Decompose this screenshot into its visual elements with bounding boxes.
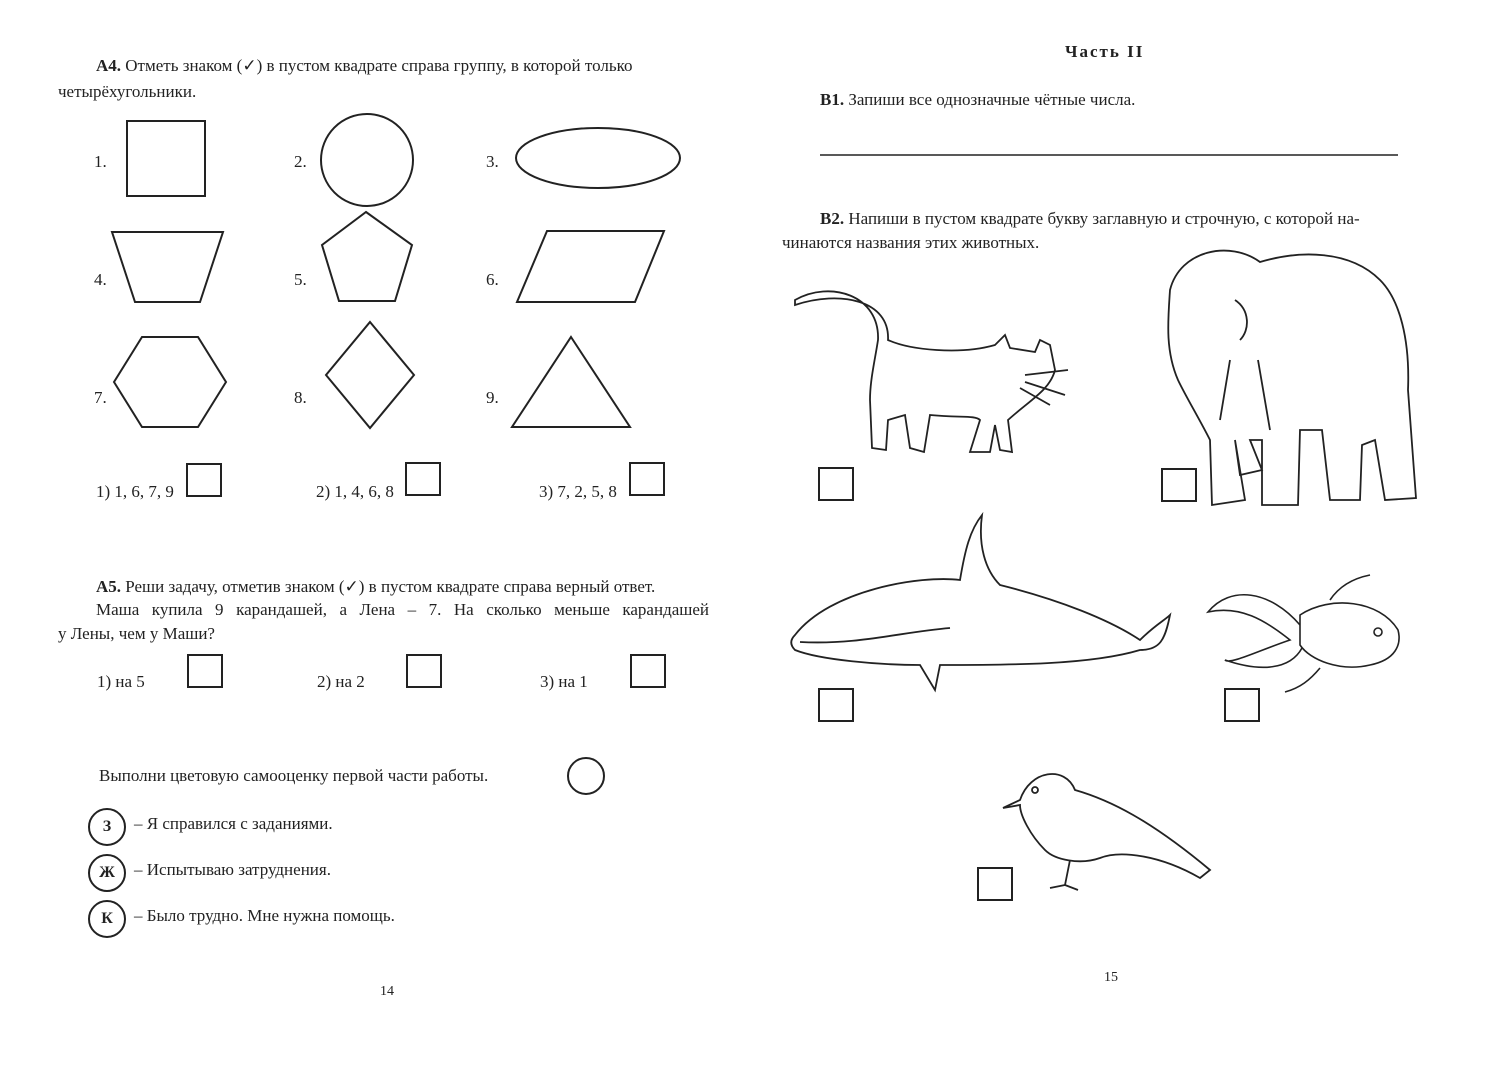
parallelogram-shape (517, 231, 664, 302)
b1-question: В1. Запиши все однозначные чётные числа. (820, 90, 1136, 109)
rhombus-shape (326, 322, 414, 428)
a5-label: А5. (96, 577, 122, 596)
trapezoid-shape (112, 232, 223, 302)
shape-number-8: 8. (294, 388, 307, 407)
a5-option-3-label: 3) на 1 (540, 672, 588, 691)
a5-option-1-checkbox[interactable] (187, 654, 223, 688)
orca-drawing (791, 515, 1170, 690)
elephant-answer-box[interactable] (1161, 468, 1197, 502)
shape-number-7: 7. (94, 388, 107, 407)
a4-option-3-label: 3) 7, 2, 5, 8 (539, 482, 617, 501)
a4-line1: А4. Отметь знаком (✓) в пустом квадрате справа группу, в которой только (96, 56, 633, 75)
self-assessment-prompt: Выполни цветовую самооценку первой части работы. (99, 766, 489, 785)
shape-number-9: 9. (486, 388, 499, 407)
a4-line2: четырёхугольники. (58, 82, 197, 101)
self-assessment-circle[interactable] (567, 757, 605, 795)
shape-number-2: 2. (294, 152, 307, 171)
a5-line1: А5. Реши задачу, отметив знаком (✓) в пустом квадрате справа верный ответ. (96, 577, 656, 596)
self-assessment-text-zh: – Испытываю затруднения. (134, 860, 331, 879)
a4-option-2-checkbox[interactable] (405, 462, 441, 496)
self-assessment-letter-z: З (88, 808, 126, 846)
a4-option-1-checkbox[interactable] (186, 463, 222, 497)
a4-option-3-checkbox[interactable] (629, 462, 665, 496)
square-shape (127, 121, 205, 196)
bird-answer-box[interactable] (977, 867, 1013, 901)
self-assessment-text-z: – Я справился с заданиями. (134, 814, 333, 833)
shape-number-5: 5. (294, 270, 307, 289)
a4-option-1-label: 1) 1, 6, 7, 9 (96, 482, 174, 501)
a4-label: А4. (96, 56, 122, 75)
shape-number-4: 4. (94, 270, 107, 289)
a5-option-2-checkbox[interactable] (406, 654, 442, 688)
shape-number-6: 6. (486, 270, 499, 289)
cat-drawing (795, 291, 1068, 452)
a5-line2: Маша купила 9 карандашей, а Лена – 7. На сколько меньше карандашей (96, 600, 709, 619)
triangle-shape (512, 337, 630, 427)
part-title: Часть II (1065, 42, 1145, 61)
goldfish-drawing (1208, 575, 1399, 692)
self-assessment-text-k: – Было трудно. Мне нужна помощь. (134, 906, 395, 925)
b2-line2: чинаются названия этих животных. (782, 233, 1040, 252)
b2-line1: В2. Напиши в пустом квадрате букву заглавную и строчную, с которой на- (820, 209, 1360, 228)
page-number-right: 15 (1104, 970, 1118, 985)
shape-number-1: 1. (94, 152, 107, 171)
bird-drawing (1003, 774, 1210, 890)
cat-answer-box[interactable] (818, 467, 854, 501)
a5-option-2-label: 2) на 2 (317, 672, 365, 691)
a5-option-1-label: 1) на 5 (97, 672, 145, 691)
pentagon-shape (322, 212, 412, 301)
page-number-left: 14 (380, 984, 394, 999)
shape-number-3: 3. (486, 152, 499, 171)
a5-option-3-checkbox[interactable] (630, 654, 666, 688)
b1-label: В1. (820, 90, 845, 109)
orca-answer-box[interactable] (818, 688, 854, 722)
ellipse-shape (516, 128, 680, 188)
b2-label: В2. (820, 209, 845, 228)
goldfish-answer-box[interactable] (1224, 688, 1260, 722)
circle-shape (321, 114, 413, 206)
self-assessment-letter-k: К (88, 900, 126, 938)
elephant-drawing (1168, 251, 1416, 505)
a4-option-2-label: 2) 1, 4, 6, 8 (316, 482, 394, 501)
hexagon-shape (114, 337, 226, 427)
self-assessment-letter-zh: Ж (88, 854, 126, 892)
a5-line3: у Лены, чем у Маши? (58, 624, 215, 643)
